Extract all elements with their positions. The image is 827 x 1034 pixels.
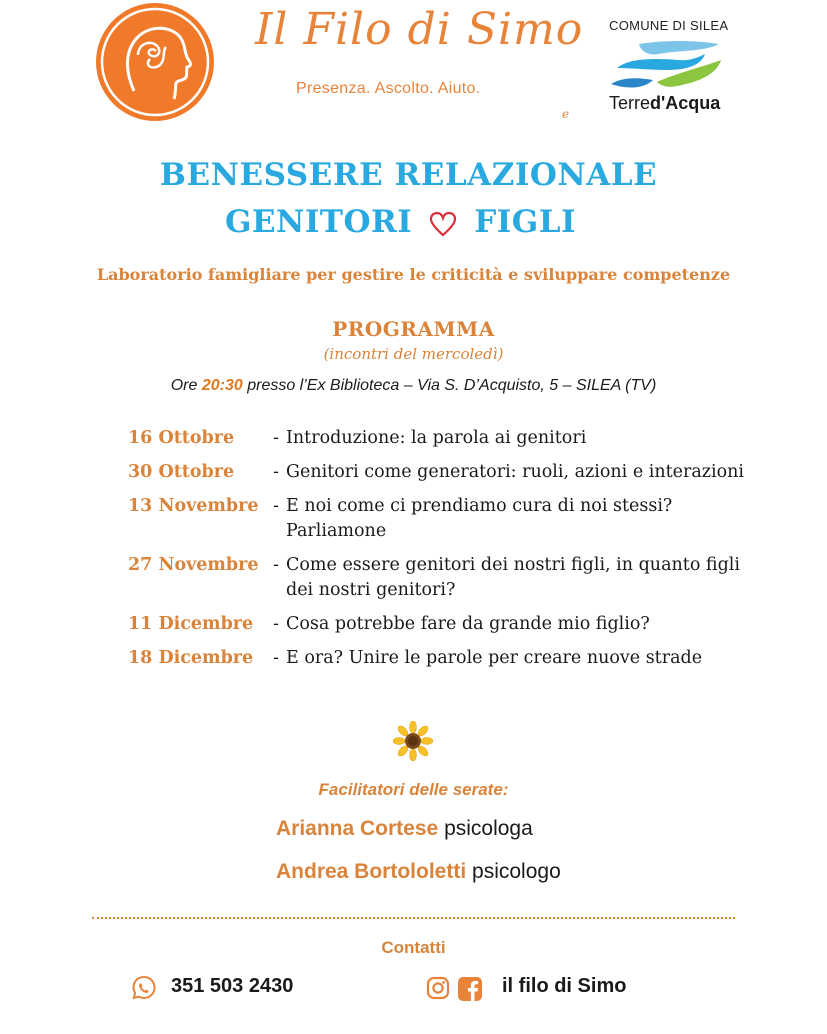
- comune-brand-bold: d'Acqua: [650, 93, 721, 113]
- main-title-line-1: BENESSERE RELAZIONALE: [159, 157, 658, 193]
- facilitator-role: psicologa: [444, 817, 533, 840]
- schedule-row: 27 Novembre - Come essere genitori dei nostri figli, in quanto figli dei nostri genitori?: [128, 553, 768, 603]
- schedule-row: 18 Dicembre - E ora? Unire le parole per creare nuove strade: [128, 646, 768, 671]
- programma-heading: PROGRAMMA: [332, 317, 495, 341]
- contacts-heading: Contatti: [381, 938, 446, 957]
- schedule-row: 13 Novembre - E noi come ci prendiamo cura di noi stessi? Parliamone: [128, 494, 768, 544]
- facilitator-name: Arianna Cortese: [276, 817, 439, 840]
- schedule-topic: Come essere genitori dei nostri figli, in quanto figli dei nostri genitori?: [286, 555, 740, 600]
- schedule-topic: Cosa potrebbe fare da grande mio figlio?: [286, 614, 650, 634]
- whatsapp-icon[interactable]: [131, 975, 157, 1001]
- schedule-date: 30 Ottobre: [128, 462, 235, 482]
- venue-suffix: presso l’Ex Biblioteca – Via S. D’Acquisto, 5 – SILEA (TV): [242, 377, 657, 394]
- schedule-topic: E ora? Unire le parole per creare nuove strade: [286, 648, 703, 668]
- divider: [92, 917, 735, 919]
- schedule-row: 11 Dicembre - Cosa potrebbe fare da grande mio figlio?: [128, 612, 768, 637]
- facebook-icon[interactable]: [457, 976, 483, 1002]
- facilitator: [276, 817, 533, 841]
- brand-tagline: Presenza. Ascolto. Aiuto.: [296, 80, 481, 97]
- comune-brand-light: Terre: [609, 93, 651, 113]
- sunflower-icon: [393, 721, 433, 761]
- programma-subheading: (incontri del mercoledì): [323, 345, 504, 363]
- schedule-date: 18 Dicembre: [128, 648, 254, 668]
- schedule-topic: Genitori come generatori: ruoli, azioni e interazioni: [286, 462, 745, 482]
- phone-number[interactable]: 351 503 2430: [171, 975, 294, 997]
- filo-di-simo-logo: [96, 3, 214, 121]
- schedule-date: 11 Dicembre: [128, 614, 254, 634]
- schedule-topic: Introduzione: la parola ai genitori: [286, 428, 587, 448]
- title-genitori: GENITORI: [224, 204, 413, 240]
- head-logo-icon: [96, 3, 214, 121]
- conjunction: e: [562, 107, 570, 121]
- venue-time: 20:30: [201, 377, 243, 394]
- schedule-row: 30 Ottobre - Genitori come generatori: ruoli, azioni e interazioni: [128, 460, 768, 485]
- social-handle[interactable]: il filo di Simo: [502, 975, 627, 997]
- schedule-date: 27 Novembre: [128, 555, 259, 575]
- comune-name: COMUNE DI SILEA: [609, 18, 729, 33]
- schedule-row: 16 Ottobre - Introduzione: la parola ai genitori: [128, 426, 768, 451]
- venue-line: [0, 377, 827, 395]
- subtitle: Laboratorio famigliare per gestire le criticità e sviluppare competenze: [96, 265, 731, 284]
- comune-wave-icon: [609, 38, 724, 92]
- facilitators-heading: Facilitatori delle serate:: [318, 780, 509, 799]
- facilitator-name: Andrea Bortololetti: [276, 860, 467, 883]
- facilitator-role: psicologo: [472, 860, 561, 883]
- schedule-topic: E noi come ci prendiamo cura di noi stessi? Parliamone: [286, 496, 673, 541]
- schedule-date: 13 Novembre: [128, 496, 259, 516]
- main-title-line-2: [0, 204, 814, 240]
- venue-prefix: Ore: [170, 377, 202, 394]
- heart-icon: [429, 211, 457, 237]
- facilitator: [276, 860, 561, 884]
- brand-title: Il Filo di Simo: [255, 4, 584, 55]
- instagram-icon[interactable]: [426, 976, 450, 1000]
- schedule-date: 16 Ottobre: [128, 428, 235, 448]
- title-figli: FIGLI: [474, 204, 577, 240]
- comune-brand: [609, 93, 720, 114]
- schedule-list: [128, 426, 768, 680]
